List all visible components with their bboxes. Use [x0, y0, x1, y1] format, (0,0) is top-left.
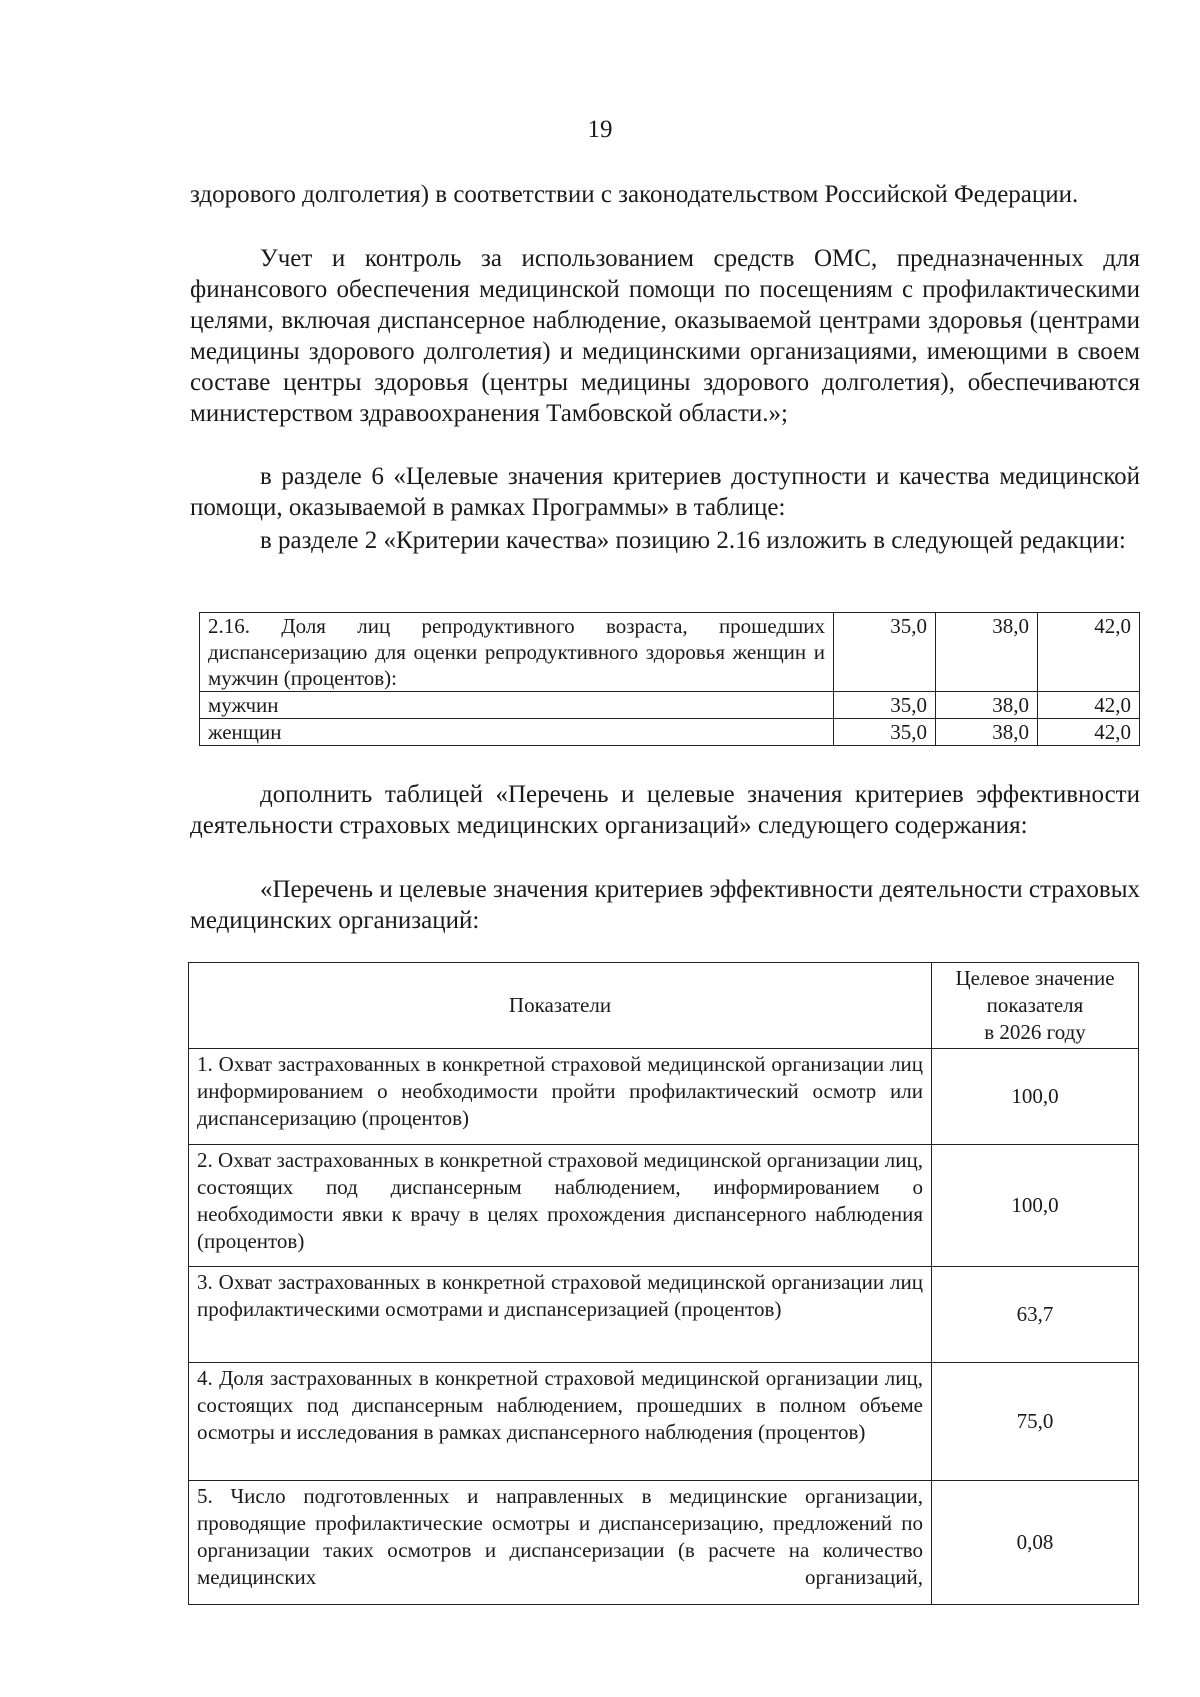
paragraph-text: Учет и контроль за использованием средств ОМС, предназначенных для финансового обеспечения медицинской помощи по посещениям с профилактическими целями, включая диспансерное наблюдение, оказываемой центрами здоровья (центрами медицины здорового долголетия) и медицинскими организациями, имеющими в своем составе центры здоровья (центры медицины здорового долголетия), обеспечиваются министерством здравоохранения Тамбовской области.»; — [190, 245, 1140, 427]
table-row — [189, 1267, 1139, 1363]
paragraph-text: дополнить таблицей «Перечень и целевые значения критериев эффективности деятельности страховых медицинских организаций» следующего содержания: — [190, 781, 1140, 839]
indicator-value: 75,0 — [932, 1363, 1139, 1481]
table-header-row — [189, 963, 1139, 1049]
table-row — [189, 1049, 1139, 1145]
header-line: в 2026 году — [984, 1020, 1086, 1044]
table-row — [200, 692, 1140, 719]
criteria-value: 38,0 — [936, 719, 1038, 746]
indicator-text: 3. Охват застрахованных в конкретной страховой медицинской организации лиц профилактическими осмотрами и диспансеризацией (процентов) — [189, 1267, 932, 1363]
header-line: показателя — [986, 993, 1084, 1017]
page-number: 19 — [587, 116, 613, 143]
paragraph-continuation — [190, 179, 1140, 210]
criteria-label: 2.16. Доля лиц репродуктивного возраста, прошедших диспансеризацию для оценки репродуктивного здоровья женщин и мужчин (процентов): — [200, 613, 834, 692]
paragraph-section-2 — [190, 525, 1140, 556]
header-line: Целевое значение — [955, 966, 1115, 990]
table-row — [189, 1363, 1139, 1481]
criteria-value: 35,0 — [834, 613, 936, 692]
indicator-value: 63,7 — [932, 1267, 1139, 1363]
table-row — [189, 1145, 1139, 1267]
table-row — [189, 1481, 1139, 1605]
paragraph-add-table — [190, 779, 1140, 841]
paragraph-text: в разделе 2 «Критерии качества» позицию 2.16 изложить в следующей редакции: — [260, 527, 1126, 554]
criteria-label: мужчин — [200, 692, 834, 719]
criteria-value: 38,0 — [936, 613, 1038, 692]
header-target-value — [932, 963, 1139, 1049]
paragraph-text: «Перечень и целевые значения критериев эффективности деятельности страховых медицинских организаций: — [190, 876, 1140, 934]
indicator-value: 100,0 — [932, 1049, 1139, 1145]
criteria-value: 35,0 — [834, 692, 936, 719]
criteria-value: 35,0 — [834, 719, 936, 746]
indicator-text: 1. Охват застрахованных в конкретной страховой медицинской организации лиц информированием о необходимости пройти профилактический осмотр или диспансеризацию (процентов) — [189, 1049, 932, 1145]
indicator-value: 0,08 — [932, 1481, 1139, 1605]
indicator-text: 4. Доля застрахованных в конкретной страховой медицинской организации лиц, состоящих под диспансерным наблюдением, прошедших в полном объеме осмотры и исследования в рамках диспансерного наблюдения (процентов) — [189, 1363, 932, 1481]
paragraph-section-6 — [190, 461, 1140, 523]
criteria-table — [199, 612, 1140, 746]
table-row — [200, 719, 1140, 746]
criteria-value: 42,0 — [1038, 719, 1140, 746]
table-row — [200, 613, 1140, 692]
paragraph-oms-accounting — [190, 243, 1140, 429]
criteria-value: 42,0 — [1038, 692, 1140, 719]
indicator-text: 2. Охват застрахованных в конкретной страховой медицинской организации лиц, состоящих под диспансерным наблюдением, информированием о необходимости явки к врачу в целях прохождения диспансерного наблюдения (процентов) — [189, 1145, 932, 1267]
indicator-value: 100,0 — [932, 1145, 1139, 1267]
paragraph-text: здорового долголетия) в соответствии с законодательством Российской Федерации. — [190, 181, 1079, 208]
indicator-text: 5. Число подготовленных и направленных в медицинские организации, проводящие профилактические осмотры и диспансеризацию, предложений по организации таких осмотров и диспансеризации (в расчете на количество медицинских организаций, — [189, 1481, 932, 1605]
criteria-value: 38,0 — [936, 692, 1038, 719]
paragraph-text: в разделе 6 «Целевые значения критериев доступности и качества медицинской помощи, оказываемой в рамках Программы» в таблице: — [190, 463, 1140, 521]
paragraph-table-title — [190, 874, 1140, 936]
efficiency-table — [188, 962, 1139, 1605]
header-indicators: Показатели — [189, 963, 932, 1049]
criteria-value: 42,0 — [1038, 613, 1140, 692]
criteria-label: женщин — [200, 719, 834, 746]
